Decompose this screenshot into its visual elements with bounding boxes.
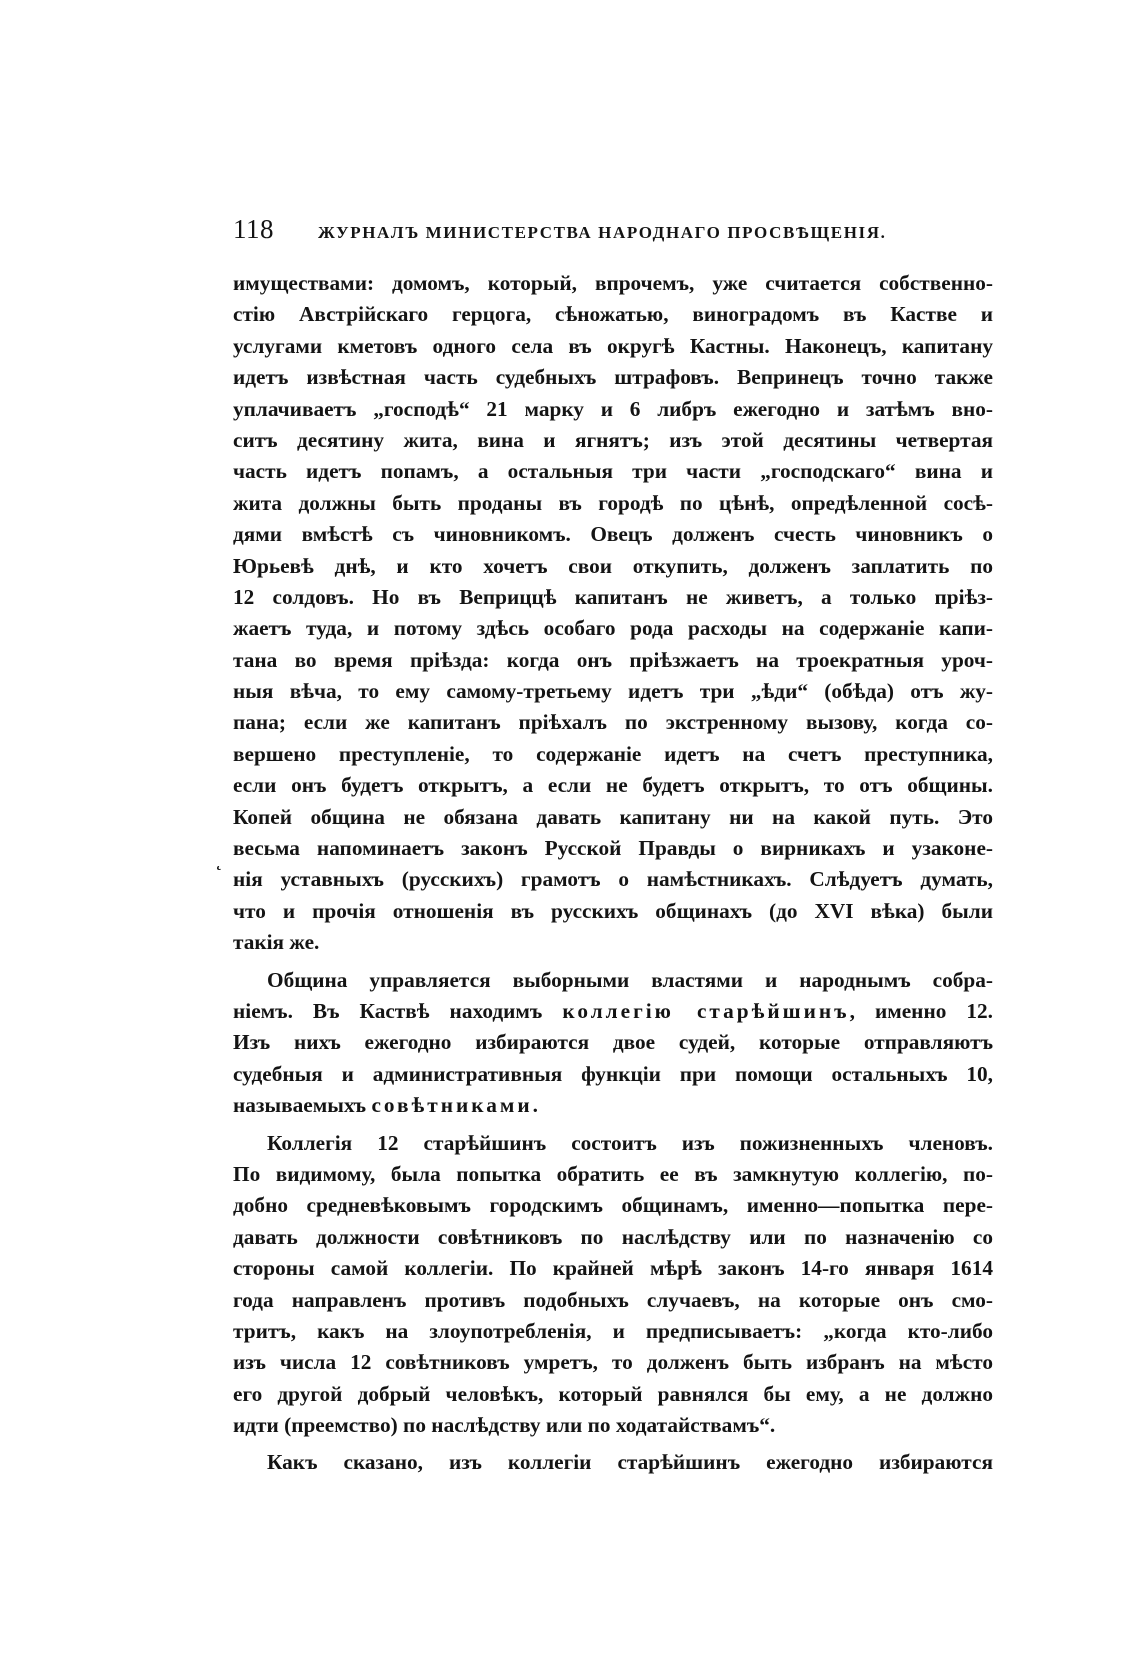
text-fragment: ніемъ. Въ Каствѣ находимъ [233, 998, 543, 1023]
text-line: Юрьевѣ днѣ, и кто хочетъ свои откупить, долженъ заплатить по [233, 553, 993, 578]
text-line: его другой добрый человѣкъ, который равнялся бы ему, а не должно [233, 1381, 993, 1406]
text-line: добно средневѣковымъ городскимъ общинамъ, именно—попытка пере- [233, 1193, 993, 1218]
text-line: ныя вѣча, то ему самому-третьему идетъ три „ѣди“ (обѣда) отъ жу- [233, 679, 993, 704]
text-line: жита должны быть проданы въ городѣ по цѣнѣ, опредѣленной сосѣ- [233, 490, 993, 515]
text-line: стороны самой коллегіи. По крайней мѣрѣ законъ 14-го января 1614 [233, 1256, 993, 1281]
text-line: тритъ, какъ на злоупотребленія, и предписываетъ: „когда кто-либо [233, 1318, 993, 1343]
paragraph-4 [233, 1447, 993, 1478]
text-line: года направленъ противъ подобныхъ случаевъ, на которые онъ смо- [233, 1287, 993, 1312]
page-number: 118 [233, 214, 274, 244]
text-line: изъ числа 12 совѣтниковъ умретъ, то долженъ быть избранъ на мѣсто [233, 1350, 993, 1375]
text-line: часть идетъ попамъ, а остальныя три части „господскаго“ вина и [233, 459, 993, 484]
text-line: жаетъ туда, и потому здѣсь особаго рода расходы на содержаніе капи- [233, 616, 993, 641]
text-line: Изъ нихъ ежегодно избираются двое судей, которые отправляютъ [233, 1030, 993, 1055]
emphasis-term: совѣтниками [371, 1093, 533, 1118]
text-line: вершено преступленіе, то содержаніе идетъ на счетъ преступника, [233, 741, 993, 766]
text-line: Община управляется выборными властями и народнымъ собра- [267, 967, 993, 992]
body-text [233, 268, 993, 1479]
text-line: Копей община не обязана давать капитану ни на какой путь. Это [233, 804, 993, 829]
text-line [233, 996, 993, 1027]
text-line: дями вмѣстѣ съ чиновникомъ. Овецъ долженъ счесть чиновникъ о [233, 522, 993, 547]
text-line [233, 1090, 993, 1121]
running-title: ЖУРНАЛЪ МИНИСТЕРСТВА НАРОДНАГО ПРОСВѢЩЕНІЯ. [318, 223, 887, 242]
text-line: услугами кметовъ одного села въ округѣ Кастны. Наконецъ, капитану [233, 333, 993, 358]
text-fragment: , именно 12. [849, 998, 993, 1023]
margin-mark: ˛ [216, 850, 222, 870]
text-line: стію Австрійскаго герцога, сѣножатью, виноградомъ въ Кастве и [233, 302, 993, 327]
text-line: имуществами: домомъ, который, впрочемъ, уже считается собственно- [233, 271, 993, 295]
text-line: пана; если же капитанъ пріѣхалъ по экстренному вызову, когда со- [233, 710, 993, 735]
paragraph-1 [233, 268, 993, 959]
text-line: идетъ извѣстная часть судебныхъ штрафовъ. Вепринецъ точно также [233, 365, 993, 390]
text-line: идти (преемство) по наслѣдству или по ходатайствамъ“. [233, 1413, 776, 1438]
text-line: Коллегія 12 старѣйшинъ состоитъ изъ пожизненныхъ членовъ. [267, 1130, 993, 1155]
emphasis-term: коллегію старѣйшинъ [562, 998, 850, 1023]
text-fragment: называемыхъ [233, 1093, 367, 1118]
text-line: весьма напоминаетъ законъ Русской Правды о вирникахъ и узаконе- [233, 836, 993, 861]
text-line: такія же. [233, 930, 320, 955]
text-line: Какъ сказано, изъ коллегіи старѣйшинъ ежегодно избираются [267, 1450, 993, 1475]
text-fragment: . [532, 1093, 538, 1118]
text-line: что и прочія отношенія въ русскихъ общинахъ (до XVI вѣка) были [233, 898, 993, 923]
paragraph-3 [233, 1128, 993, 1442]
text-line: давать должности совѣтниковъ по наслѣдству или по назначенію со [233, 1224, 993, 1249]
text-line: уплачиваетъ „господѣ“ 21 марку и 6 либръ ежегодно и затѣмъ вно- [233, 396, 993, 421]
text-line: 12 солдовъ. Но въ Веприццѣ капитанъ не живетъ, а только пріѣз- [233, 584, 993, 609]
text-line: судебныя и административныя функціи при помощи остальныхъ 10, [233, 1061, 993, 1086]
text-line: тана во время пріѣзда: когда онъ пріѣзжаетъ на троекратныя уроч- [233, 647, 993, 672]
text-line: ситъ десятину жита, вина и ягнятъ; изъ этой десятины четвертая [233, 427, 993, 452]
text-line: нія уставныхъ (русскихъ) грамотъ о намѣстникахъ. Слѣдуетъ думать, [233, 867, 993, 892]
text-line: По видимому, была попытка обратить ее въ замкнутую коллегію, по- [233, 1161, 993, 1186]
running-header [233, 214, 993, 254]
text-line: если онъ будетъ открытъ, а если не будетъ открытъ, то отъ общины. [233, 773, 993, 798]
paragraph-2 [233, 965, 993, 1122]
